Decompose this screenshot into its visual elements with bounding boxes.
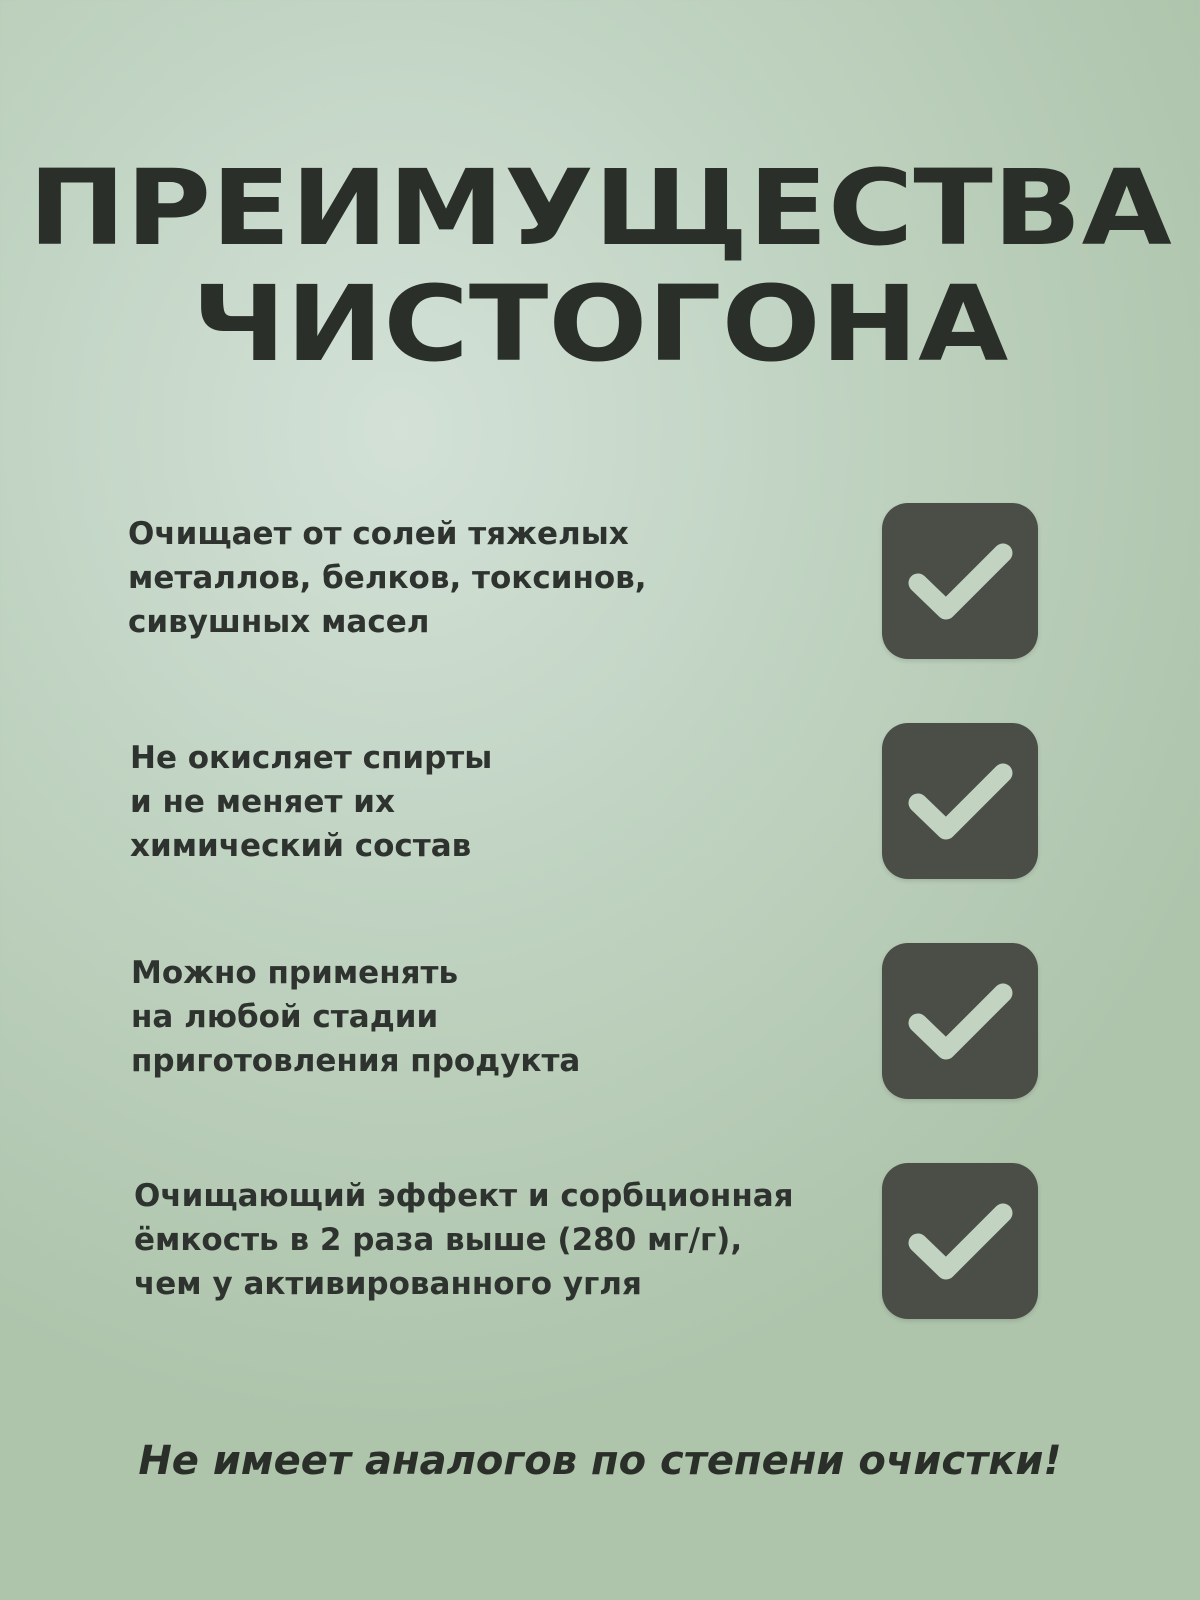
benefit-check-box-3 (882, 943, 1038, 1099)
tagline: Не имеет аналогов по степени очистки! (138, 1438, 1062, 1484)
page-title-line-1: ПРЕИМУЩЕСТВА (28, 147, 1172, 269)
benefit-check-box-1 (882, 503, 1038, 659)
benefit-check-box-2 (882, 723, 1038, 879)
checkmark-icon (882, 943, 1038, 1099)
benefit-text-2: Не окисляет спирты и не меняет их химический состав (130, 740, 493, 864)
checkmark-icon (882, 1163, 1038, 1319)
checkmark-icon (882, 723, 1038, 879)
benefit-text-4: Очищающий эффект и сорбционная ёмкость в 2 раза выше (280 мг/г), чем у активированного угля (134, 1178, 794, 1302)
checkmark-icon (882, 503, 1038, 659)
benefit-text-1: Очищает от солей тяжелых металлов, белков, токсинов, сивушных масел (128, 516, 647, 640)
benefit-text-3: Можно применять на любой стадии приготовления продукта (131, 955, 581, 1079)
page-title (0, 147, 1200, 385)
benefit-check-box-4 (882, 1163, 1038, 1319)
page-title-line-2: ЧИСТОГОНА (191, 263, 1009, 385)
